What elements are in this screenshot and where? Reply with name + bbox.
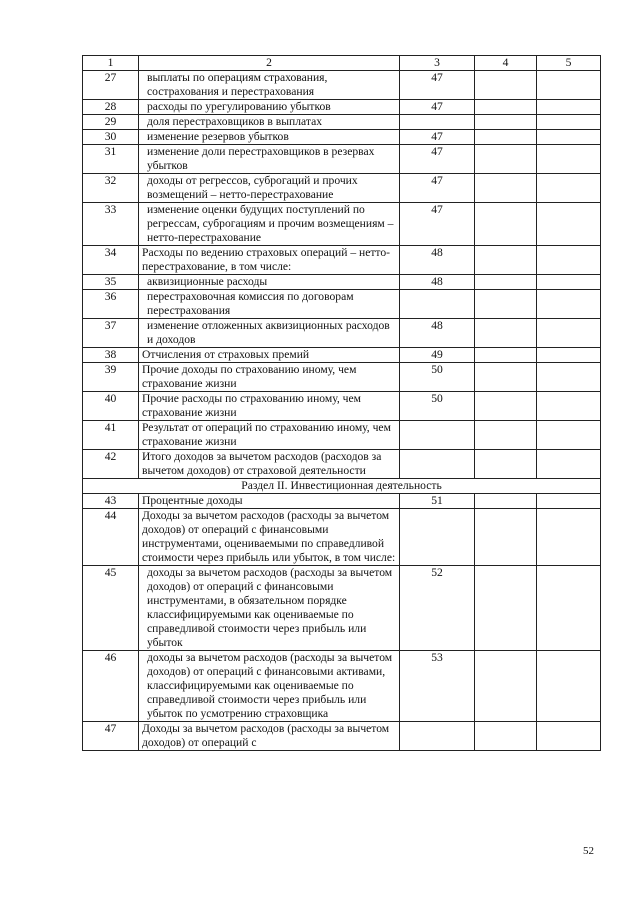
row-number: 30 — [83, 130, 139, 145]
row-value-current — [475, 130, 537, 145]
row-value-previous — [537, 145, 601, 174]
row-number: 43 — [83, 494, 139, 509]
row-label: Результат от операций по страхованию иному, чем страхование жизни — [139, 421, 400, 450]
row-number: 41 — [83, 421, 139, 450]
row-value-current — [475, 71, 537, 100]
row-value-current — [475, 275, 537, 290]
row-label: изменение доли перестраховщиков в резервах убытков — [139, 145, 400, 174]
row-label: Доходы за вычетом расходов (расходы за вычетом доходов) от операций с финансовыми инструментами, оцениваемыми по справедливой стоимости через прибыль или убыток, в том числе: — [139, 509, 400, 566]
header-col-1: 1 — [83, 56, 139, 71]
row-number: 36 — [83, 290, 139, 319]
row-value-current — [475, 100, 537, 115]
row-label: Процентные доходы — [139, 494, 400, 509]
table-row — [83, 509, 601, 566]
row-value-previous — [537, 722, 601, 751]
row-value-current — [475, 566, 537, 651]
table-row — [83, 421, 601, 450]
row-value-previous — [537, 494, 601, 509]
row-number: 39 — [83, 363, 139, 392]
row-label: Прочие доходы по страхованию иному, чем страхование жизни — [139, 363, 400, 392]
row-value-current — [475, 145, 537, 174]
row-value-previous — [537, 246, 601, 275]
row-value-previous — [537, 651, 601, 722]
row-value-previous — [537, 203, 601, 246]
row-number: 33 — [83, 203, 139, 246]
row-note-code: 53 — [400, 651, 475, 722]
row-number: 28 — [83, 100, 139, 115]
row-number: 40 — [83, 392, 139, 421]
row-value-previous — [537, 174, 601, 203]
row-value-current — [475, 290, 537, 319]
row-value-previous — [537, 115, 601, 130]
row-value-current — [475, 509, 537, 566]
row-note-code — [400, 509, 475, 566]
row-label: расходы по урегулированию убытков — [139, 100, 400, 115]
row-number: 37 — [83, 319, 139, 348]
report-table-body — [83, 56, 601, 751]
row-number: 42 — [83, 450, 139, 479]
row-number: 27 — [83, 71, 139, 100]
table-row — [83, 203, 601, 246]
header-col-3: 3 — [400, 56, 475, 71]
table-row — [83, 348, 601, 363]
row-note-code: 47 — [400, 71, 475, 100]
row-number: 32 — [83, 174, 139, 203]
row-value-previous — [537, 71, 601, 100]
row-value-previous — [537, 100, 601, 115]
table-row — [83, 722, 601, 751]
row-note-code: 47 — [400, 130, 475, 145]
row-note-code: 50 — [400, 392, 475, 421]
row-label: изменение оценки будущих поступлений по регрессам, суброгациям и прочим возмещениям – нетто-перестрахование — [139, 203, 400, 246]
row-number: 46 — [83, 651, 139, 722]
row-label: доходы за вычетом расходов (расходы за вычетом доходов) от операций с финансовыми активами, классифицируемыми как оцениваемые по справедливой стоимости через прибыль или убыток по усмотрению страховщика — [139, 651, 400, 722]
row-label: Итого доходов за вычетом расходов (расходов за вычетом доходов) от страховой деятельности — [139, 450, 400, 479]
row-label: доля перестраховщиков в выплатах — [139, 115, 400, 130]
row-label: Отчисления от страховых премий — [139, 348, 400, 363]
row-value-current — [475, 203, 537, 246]
row-note-code: 52 — [400, 566, 475, 651]
table-row — [83, 115, 601, 130]
row-value-previous — [537, 290, 601, 319]
row-value-current — [475, 651, 537, 722]
row-label: доходы за вычетом расходов (расходы за вычетом доходов) от операций с финансовыми инструментами, в обязательном порядке классифицируемыми как оцениваемые по справедливой стоимости через прибыль или убыток — [139, 566, 400, 651]
row-number: 38 — [83, 348, 139, 363]
row-note-code — [400, 115, 475, 130]
row-value-current — [475, 348, 537, 363]
row-number: 34 — [83, 246, 139, 275]
row-number: 44 — [83, 509, 139, 566]
page-number: 52 — [583, 845, 594, 857]
row-value-previous — [537, 275, 601, 290]
row-number: 47 — [83, 722, 139, 751]
table-row — [83, 130, 601, 145]
row-note-code — [400, 450, 475, 479]
row-value-previous — [537, 421, 601, 450]
row-value-current — [475, 363, 537, 392]
row-value-previous — [537, 130, 601, 145]
row-number: 35 — [83, 275, 139, 290]
row-value-previous — [537, 566, 601, 651]
table-row — [83, 651, 601, 722]
row-note-code: 47 — [400, 203, 475, 246]
row-label: аквизиционные расходы — [139, 275, 400, 290]
row-value-previous — [537, 450, 601, 479]
row-value-previous — [537, 363, 601, 392]
row-note-code — [400, 421, 475, 450]
table-row — [83, 246, 601, 275]
table-row — [83, 450, 601, 479]
row-value-current — [475, 421, 537, 450]
row-note-code: 47 — [400, 100, 475, 115]
row-value-current — [475, 174, 537, 203]
table-row — [83, 100, 601, 115]
row-note-code: 48 — [400, 319, 475, 348]
row-note-code — [400, 290, 475, 319]
row-note-code: 48 — [400, 246, 475, 275]
row-value-current — [475, 450, 537, 479]
row-value-current — [475, 115, 537, 130]
row-value-previous — [537, 509, 601, 566]
row-label: изменение отложенных аквизиционных расходов и доходов — [139, 319, 400, 348]
table-row — [83, 145, 601, 174]
table-row — [83, 494, 601, 509]
row-value-current — [475, 392, 537, 421]
row-note-code: 50 — [400, 363, 475, 392]
row-value-previous — [537, 392, 601, 421]
table-row — [83, 290, 601, 319]
row-value-current — [475, 319, 537, 348]
table-row — [83, 71, 601, 100]
row-label: доходы от регрессов, суброгаций и прочих возмещений – нетто-перестрахование — [139, 174, 400, 203]
row-number: 45 — [83, 566, 139, 651]
row-note-code: 51 — [400, 494, 475, 509]
row-number: 29 — [83, 115, 139, 130]
report-table — [82, 55, 601, 751]
table-row — [83, 566, 601, 651]
table-row — [83, 363, 601, 392]
row-note-code: 47 — [400, 174, 475, 203]
header-col-2: 2 — [139, 56, 400, 71]
header-col-5: 5 — [537, 56, 601, 71]
row-label: Прочие расходы по страхованию иному, чем страхование жизни — [139, 392, 400, 421]
row-note-code: 49 — [400, 348, 475, 363]
section-row — [83, 479, 601, 494]
table-row — [83, 174, 601, 203]
row-value-previous — [537, 348, 601, 363]
row-note-code: 47 — [400, 145, 475, 174]
row-value-previous — [537, 319, 601, 348]
row-value-current — [475, 722, 537, 751]
row-value-current — [475, 246, 537, 275]
row-label: изменение резервов убытков — [139, 130, 400, 145]
row-label: выплаты по операциям страхования, сострахования и перестрахования — [139, 71, 400, 100]
row-note-code — [400, 722, 475, 751]
table-row — [83, 392, 601, 421]
row-note-code: 48 — [400, 275, 475, 290]
row-label: Расходы по ведению страховых операций – нетто-перестрахование, в том числе: — [139, 246, 400, 275]
header-col-4: 4 — [475, 56, 537, 71]
row-value-current — [475, 494, 537, 509]
row-number: 31 — [83, 145, 139, 174]
row-label: Доходы за вычетом расходов (расходы за вычетом доходов) от операций с — [139, 722, 400, 751]
row-label: перестраховочная комиссия по договорам перестрахования — [139, 290, 400, 319]
table-row — [83, 319, 601, 348]
header-row — [83, 56, 601, 71]
section-title: Раздел II. Инвестиционная деятельность — [83, 479, 601, 494]
table-row — [83, 275, 601, 290]
